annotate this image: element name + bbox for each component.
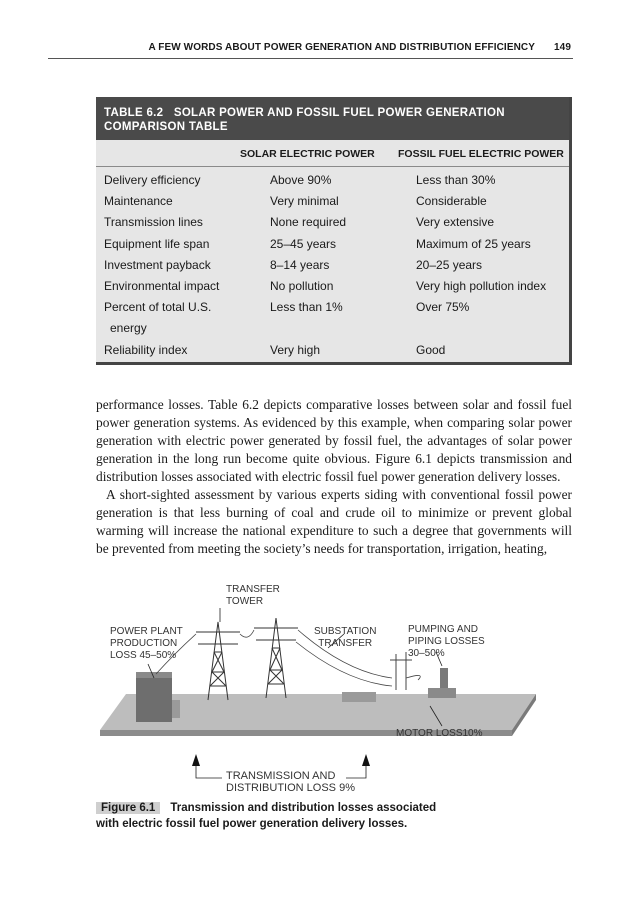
row-solar-value: Above 90% xyxy=(270,173,332,187)
substation-base xyxy=(342,692,376,702)
table-row xyxy=(96,194,569,214)
row-solar-value: Less than 1% xyxy=(270,300,343,314)
label-motor-loss: MOTOR LOSS10% xyxy=(396,728,483,739)
row-fossil-value: Maximum of 25 years xyxy=(416,237,531,251)
power-grid-illustration xyxy=(96,582,576,794)
table-row xyxy=(96,343,569,363)
pump-base xyxy=(428,688,456,698)
table-column-headers xyxy=(96,140,569,167)
pump-motor xyxy=(440,668,448,688)
power-plant-building xyxy=(136,676,172,722)
table-row xyxy=(96,321,569,341)
page-number: 149 xyxy=(554,42,571,53)
transmission-wires xyxy=(156,630,420,686)
running-head-title: A FEW WORDS ABOUT POWER GENERATION AND DISTRIBUTION EFFICIENCY xyxy=(148,42,535,53)
label-substation: SUBSTATION TRANSFER xyxy=(314,626,377,649)
running-head xyxy=(48,40,573,59)
row-label: Environmental impact xyxy=(104,279,220,293)
row-label: Percent of total U.S. xyxy=(104,300,212,314)
row-fossil-value: Very extensive xyxy=(416,215,495,229)
row-fossil-value: Considerable xyxy=(416,194,487,208)
row-label: Equipment life span xyxy=(104,237,210,251)
arrows xyxy=(192,754,370,766)
table-row xyxy=(96,237,569,257)
row-solar-value: 8–14 years xyxy=(270,258,330,272)
row-solar-value: None required xyxy=(270,215,347,229)
body-text xyxy=(96,396,572,558)
row-solar-value: 25–45 years xyxy=(270,237,337,251)
column-header-solar: SOLAR ELECTRIC POWER xyxy=(240,148,375,160)
row-fossil-value: Less than 30% xyxy=(416,173,496,187)
label-pumping: PUMPING AND PIPING LOSSES 30–50% xyxy=(408,624,485,659)
row-fossil-value: Good xyxy=(416,343,446,357)
label-transmission: TRANSMISSION AND DISTRIBUTION LOSS 9% xyxy=(226,770,355,794)
row-solar-value: Very minimal xyxy=(270,194,339,208)
column-header-fossil: FOSSIL FUEL ELECTRIC POWER xyxy=(398,148,564,160)
row-fossil-value: Over 75% xyxy=(416,300,470,314)
table-row xyxy=(96,279,569,299)
row-label: energy xyxy=(110,321,147,335)
table-row xyxy=(96,300,569,320)
caption-line1: Transmission and distribution losses associated xyxy=(170,802,437,814)
row-fossil-value: 20–25 years xyxy=(416,258,483,272)
table-title-line1: TABLE 6.2 SOLAR POWER AND FOSSIL FUEL POWER GENERATION xyxy=(104,107,505,119)
table-row xyxy=(96,173,569,193)
figure-tag: Figure 6.1 xyxy=(96,802,160,814)
paragraph: performance losses. Table 6.2 depicts comparative losses between solar and fossil fuel power generation systems. As evidenced by this example, when comparing solar power generation with electric power generated by fossil fuel, the advantages of solar power generation in the long run become quite obvious. Figure 6.1 depicts transmission and distribution losses associated with electric fossil fuel power generation delivery losses. xyxy=(96,397,572,484)
table-title-line2: COMPARISON TABLE xyxy=(104,121,228,133)
table-title xyxy=(96,97,569,140)
transfer-tower-right xyxy=(254,618,298,698)
row-label: Delivery efficiency xyxy=(104,173,201,187)
table-row xyxy=(96,258,569,278)
caption-line2: with electric fossil fuel power generation delivery losses. xyxy=(96,818,408,830)
row-solar-value: Very high xyxy=(270,343,321,357)
comparison-table xyxy=(96,97,572,365)
row-label: Investment payback xyxy=(104,258,211,272)
paragraph: A short-sighted assessment by various experts siding with conventional fossil power generation is that less burning of coal and crude oil to minimize or prevent global warming will increase the national expenditure to such a degree that governments will be prevented from meeting the society’s needs for transportation, irrigation, heating, xyxy=(96,487,572,556)
transfer-tower-left xyxy=(196,622,240,700)
table-row xyxy=(96,215,569,235)
row-label: Maintenance xyxy=(104,194,173,208)
row-fossil-value: Very high pollution index xyxy=(416,279,547,293)
row-label: Transmission lines xyxy=(104,215,203,229)
figure-caption xyxy=(96,800,572,832)
power-plant-annex xyxy=(172,700,180,718)
label-transfer-tower: TRANSFER TOWER xyxy=(226,584,280,607)
row-solar-value: No pollution xyxy=(270,279,334,293)
figure-power-grid xyxy=(96,582,576,794)
leader-lines xyxy=(148,608,442,778)
row-label: Reliability index xyxy=(104,343,188,357)
label-power-plant: POWER PLANT PRODUCTION LOSS 45–50% xyxy=(110,626,183,661)
